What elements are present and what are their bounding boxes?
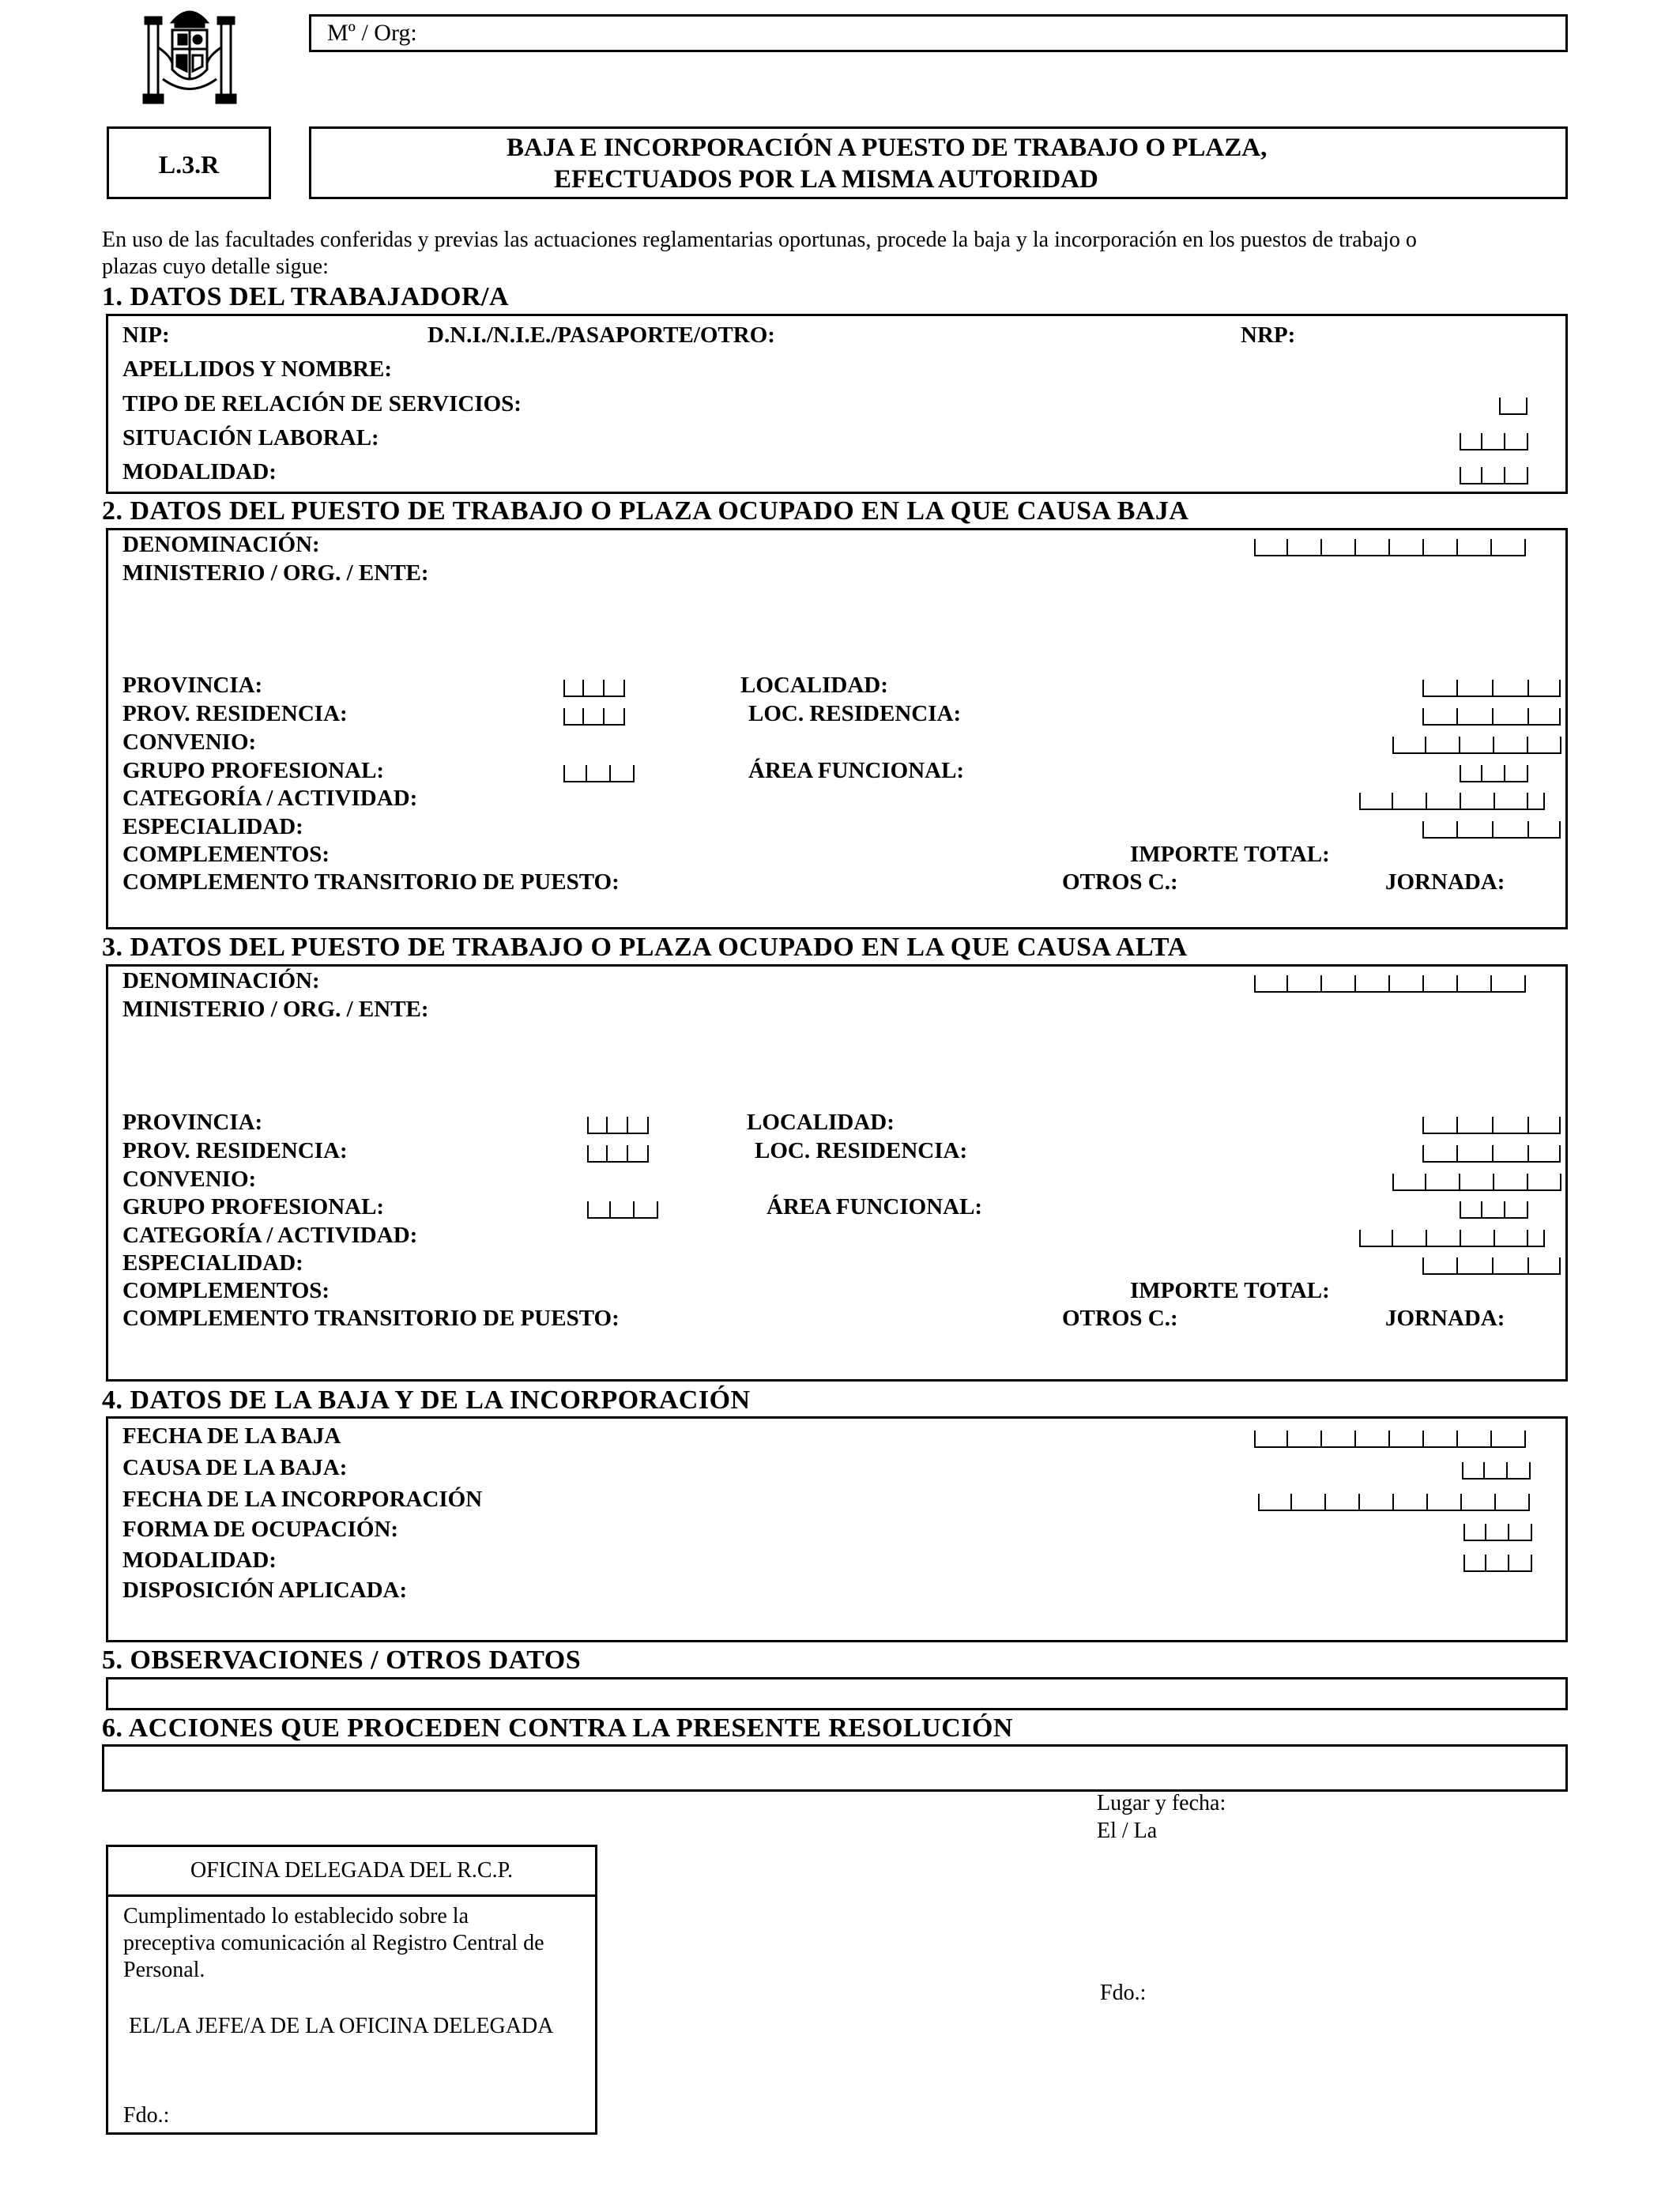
- section4-title: 4. DATOS DE LA BAJA Y DE LA INCORPORACIÓN: [102, 1385, 751, 1415]
- forma-ocupacion-cells[interactable]: [1463, 1524, 1532, 1541]
- office-fdo: Fdo.:: [123, 2103, 170, 2128]
- tipo-relacion-cells[interactable]: [1499, 398, 1527, 415]
- s2-complementos-label: COMPLEMENTOS:: [122, 842, 330, 867]
- s2-convenio-cells[interactable]: [1392, 737, 1561, 754]
- situacion-cells[interactable]: [1460, 433, 1528, 450]
- s2-otros-label: OTROS C.:: [1062, 869, 1178, 895]
- signature-fdo-label: Fdo.:: [1100, 1981, 1147, 2005]
- s2-especialidad-cells[interactable]: [1422, 821, 1561, 839]
- s2-loc-residencia-label: LOC. RESIDENCIA:: [748, 701, 962, 726]
- s2-prov-residencia-cells[interactable]: [563, 708, 625, 726]
- s3-provincia-label: PROVINCIA:: [122, 1110, 263, 1135]
- section2-title: 2. DATOS DEL PUESTO DE TRABAJO O PLAZA OCUPADO EN LA QUE CAUSA BAJA: [102, 496, 1189, 526]
- fecha-baja-cells[interactable]: [1254, 1431, 1526, 1448]
- s3-especialidad-label: ESPECIALIDAD:: [122, 1250, 303, 1276]
- forma-ocupacion-label: FORMA DE OCUPACIÓN:: [122, 1517, 399, 1542]
- intro-line2: plazas cuyo detalle sigue:: [102, 254, 329, 279]
- lugar-fecha-label: Lugar y fecha:: [1097, 1791, 1226, 1815]
- modalidad1-label: MODALIDAD:: [122, 459, 277, 484]
- s3-grupo-cells[interactable]: [587, 1201, 658, 1219]
- s3-otros-label: OTROS C.:: [1062, 1306, 1178, 1331]
- office-header: OFICINA DELEGADA DEL R.C.P.: [190, 1858, 514, 1883]
- office-jefe: EL/LA JEFE/A DE LA OFICINA DELEGADA: [129, 2014, 554, 2038]
- s3-area-label: ÁREA FUNCIONAL:: [767, 1194, 983, 1220]
- s3-grupo-label: GRUPO PROFESIONAL:: [122, 1194, 385, 1220]
- s3-convenio-label: CONVENIO:: [122, 1167, 257, 1192]
- office-text-line3: Personal.: [123, 1958, 205, 1982]
- s2-categoria-label: CATEGORÍA / ACTIVIDAD:: [122, 786, 418, 811]
- office-text-line2: preceptiva comunicación al Registro Central de: [123, 1931, 544, 1955]
- s3-localidad-label: LOCALIDAD:: [747, 1110, 895, 1135]
- section3-title: 3. DATOS DEL PUESTO DE TRABAJO O PLAZA OCUPADO EN LA QUE CAUSA ALTA: [102, 933, 1188, 962]
- section6-title: 6. ACCIONES QUE PROCEDEN CONTRA LA PRESENTE RESOLUCIÓN: [102, 1713, 1013, 1743]
- section5-title: 5. OBSERVACIONES / OTROS DATOS: [102, 1646, 582, 1675]
- modalidad1-cells[interactable]: [1460, 467, 1528, 484]
- s2-provincia-label: PROVINCIA:: [122, 673, 263, 698]
- modalidad4-label: MODALIDAD:: [122, 1547, 277, 1573]
- org-field-label: Mº / Org:: [327, 20, 417, 46]
- causa-baja-label: CAUSA DE LA BAJA:: [122, 1455, 348, 1480]
- section1-title: 1. DATOS DEL TRABAJADOR/A: [102, 282, 510, 311]
- s3-importe-label: IMPORTE TOTAL:: [1130, 1278, 1330, 1303]
- situacion-label: SITUACIÓN LABORAL:: [122, 425, 379, 450]
- el-la-label: El / La: [1097, 1819, 1158, 1843]
- observaciones-field[interactable]: [106, 1677, 1568, 1710]
- nip-label: NIP:: [122, 322, 170, 348]
- s2-convenio-label: CONVENIO:: [122, 729, 257, 755]
- causa-baja-cells[interactable]: [1462, 1462, 1531, 1480]
- s3-prov-residencia-cells[interactable]: [587, 1145, 649, 1163]
- s2-area-label: ÁREA FUNCIONAL:: [748, 758, 965, 783]
- form-code: L.3.R: [158, 150, 220, 179]
- modalidad4-cells[interactable]: [1463, 1555, 1532, 1572]
- office-text-line1: Cumplimentado lo establecido sobre la: [123, 1904, 469, 1928]
- org-field[interactable]: [309, 14, 1568, 52]
- s3-transitorio-label: COMPLEMENTO TRANSITORIO DE PUESTO:: [122, 1306, 620, 1331]
- s3-loc-residencia-cells[interactable]: [1422, 1145, 1561, 1163]
- s3-denominacion-label: DENOMINACIÓN:: [122, 968, 320, 993]
- s2-grupo-label: GRUPO PROFESIONAL:: [122, 758, 385, 783]
- s2-categoria-cells[interactable]: [1359, 793, 1545, 810]
- s3-jornada-label: JORNADA:: [1385, 1306, 1505, 1331]
- intro-line1: En uso de las facultades conferidas y previas las actuaciones reglamentarias oportunas, procede la baja y la incorporación en los puestos de trabajo o: [102, 228, 1417, 252]
- s2-especialidad-label: ESPECIALIDAD:: [122, 814, 303, 839]
- s2-localidad-label: LOCALIDAD:: [740, 673, 888, 698]
- s2-jornada-label: JORNADA:: [1385, 869, 1505, 895]
- title-box: [309, 126, 1568, 199]
- disposicion-label: DISPOSICIÓN APLICADA:: [122, 1578, 408, 1603]
- s3-provincia-cells[interactable]: [587, 1117, 649, 1134]
- s2-area-cells[interactable]: [1460, 765, 1528, 782]
- dni-label: D.N.I./N.I.E./PASAPORTE/OTRO:: [428, 322, 775, 348]
- s3-especialidad-cells[interactable]: [1422, 1257, 1561, 1275]
- s3-localidad-cells[interactable]: [1422, 1117, 1561, 1134]
- nrp-label: NRP:: [1241, 322, 1296, 348]
- coat-of-arms-icon: [134, 0, 245, 111]
- s2-prov-residencia-label: PROV. RESIDENCIA:: [122, 701, 348, 726]
- s3-categoria-cells[interactable]: [1359, 1230, 1545, 1247]
- s3-denominacion-cells[interactable]: [1254, 975, 1526, 993]
- office-box: [106, 1845, 597, 2135]
- s3-complementos-label: COMPLEMENTOS:: [122, 1278, 330, 1303]
- s2-loc-residencia-cells[interactable]: [1422, 708, 1561, 726]
- s3-convenio-cells[interactable]: [1392, 1174, 1561, 1191]
- acciones-field[interactable]: [102, 1744, 1568, 1792]
- s3-area-cells[interactable]: [1460, 1201, 1528, 1219]
- form-code-box: [107, 126, 271, 199]
- form-title-line1: BAJA E INCORPORACIÓN A PUESTO DE TRABAJO O PLAZA,: [507, 134, 1268, 162]
- s2-grupo-cells[interactable]: [563, 765, 635, 782]
- tipo-relacion-label: TIPO DE RELACIÓN DE SERVICIOS:: [122, 391, 522, 417]
- fecha-incorporacion-label: FECHA DE LA INCORPORACIÓN: [122, 1487, 483, 1512]
- s2-transitorio-label: COMPLEMENTO TRANSITORIO DE PUESTO:: [122, 869, 620, 895]
- s3-prov-residencia-label: PROV. RESIDENCIA:: [122, 1138, 348, 1163]
- s3-loc-residencia-label: LOC. RESIDENCIA:: [755, 1138, 968, 1163]
- s2-provincia-cells[interactable]: [563, 680, 625, 697]
- s3-categoria-label: CATEGORÍA / ACTIVIDAD:: [122, 1223, 418, 1248]
- office-header-row: [108, 1847, 595, 1897]
- s2-ministerio-label: MINISTERIO / ORG. / ENTE:: [122, 560, 429, 586]
- s2-denominacion-label: DENOMINACIÓN:: [122, 532, 320, 557]
- s3-ministerio-label: MINISTERIO / ORG. / ENTE:: [122, 997, 429, 1022]
- fecha-incorporacion-cells[interactable]: [1258, 1494, 1530, 1511]
- fecha-baja-label: FECHA DE LA BAJA: [122, 1423, 341, 1449]
- apellidos-label: APELLIDOS Y NOMBRE:: [122, 356, 393, 382]
- s2-importe-label: IMPORTE TOTAL:: [1130, 842, 1330, 867]
- form-title-line2: EFECTUADOS POR LA MISMA AUTORIDAD: [554, 165, 1098, 194]
- s2-denominacion-cells[interactable]: [1254, 539, 1526, 556]
- s2-localidad-cells[interactable]: [1422, 680, 1561, 697]
